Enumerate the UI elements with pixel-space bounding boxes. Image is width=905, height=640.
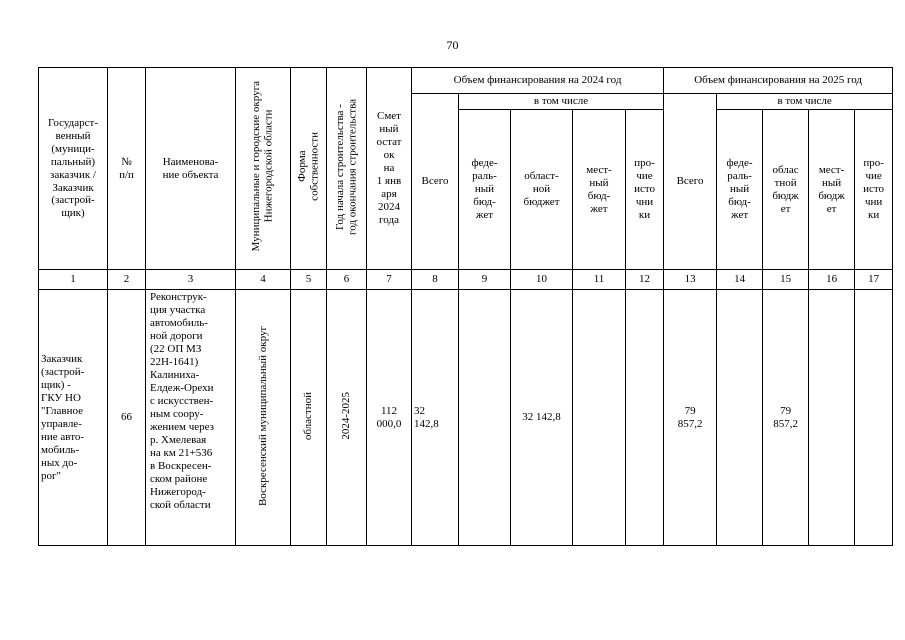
column-number: 14: [717, 270, 763, 290]
header-municipality: Муниципальные и городские округа Нижегородской области: [250, 81, 275, 252]
header-local-2024: мест- ный бюд- жет: [573, 110, 626, 270]
header-financing-2024: Объем финансирования на 2024 год: [412, 68, 664, 94]
header-years-cell: [327, 68, 367, 270]
header-regional-2025: облас тной бюдж ет: [763, 110, 809, 270]
header-estimate: Смет ный остат ок на 1 янв аря 2024 года: [367, 68, 412, 270]
header-other-2025: про- чие исто чни ки: [855, 110, 893, 270]
row-total-2025: 79 857,2: [664, 290, 717, 546]
row-customer: Заказчик (застрой- щик) - ГКУ НО "Главное управле- ние авто- мобиль- ных до- рог": [39, 290, 108, 546]
row-object-name: Реконструк- ция участка автомобиль- ной дороги (22 ОП МЗ 22Н-1641) Калиниха- Елдеж-Орехи с искусствен- ным соору- жением через р. Хмелевая на км 21+536 в Воскресен- ском районе Нижегород- ской области: [146, 290, 236, 546]
column-number: 13: [664, 270, 717, 290]
row-regional-2025: 79 857,2: [763, 290, 809, 546]
row-number: 66: [108, 290, 146, 546]
column-number: 15: [763, 270, 809, 290]
row-local-2025: [809, 290, 855, 546]
column-number: 12: [626, 270, 664, 290]
column-number: 6: [327, 270, 367, 290]
header-other-2024: про- чие исто чни ки: [626, 110, 664, 270]
header-total-2025: Всего: [664, 94, 717, 270]
page-number: 70: [446, 38, 459, 52]
row-local-2024: [573, 290, 626, 546]
column-number: 17: [855, 270, 893, 290]
row-estimate: 112 000,0: [367, 290, 412, 546]
column-number: 3: [146, 270, 236, 290]
row-municipality: Воскресенский муниципальный округ: [256, 325, 269, 506]
column-number: 9: [459, 270, 511, 290]
column-number: 10: [511, 270, 573, 290]
table-row: [39, 290, 893, 546]
row-ownership: областной: [302, 391, 315, 440]
row-regional-2024: 32 142,8: [511, 290, 573, 546]
row-municipality-cell: [236, 290, 291, 546]
row-ownership-cell: [291, 290, 327, 546]
column-number: 16: [809, 270, 855, 290]
header-financing-2025: Объем финансирования на 2025 год: [664, 68, 893, 94]
row-other-2025: [855, 290, 893, 546]
column-number: 8: [412, 270, 459, 290]
financing-table: [38, 67, 893, 546]
header-object-name: Наименова- ние объекта: [146, 68, 236, 270]
column-number: 2: [108, 270, 146, 290]
row-years-cell: [327, 290, 367, 546]
header-regional-2024: област- ной бюджет: [511, 110, 573, 270]
column-number: 7: [367, 270, 412, 290]
header-ownership: Форма собственности: [295, 132, 321, 201]
header-federal-2024: феде- раль- ный бюд- жет: [459, 110, 511, 270]
row-federal-2024: [459, 290, 511, 546]
header-customer: Государст- венный (муници- пальный) заказчик / Заказчик (застрой- щик): [39, 68, 108, 270]
column-number: 1: [39, 270, 108, 290]
row-total-2024: 32 142,8: [412, 290, 459, 546]
row-federal-2025: [717, 290, 763, 546]
header-years: Год начала строительства - год окончания строительства: [333, 98, 359, 235]
row-other-2024: [626, 290, 664, 546]
column-number: 4: [236, 270, 291, 290]
header-including-2024: в том числе: [459, 94, 664, 110]
header-municipality-cell: [236, 68, 291, 270]
column-number: 5: [291, 270, 327, 290]
header-local-2025: мест- ный бюдж ет: [809, 110, 855, 270]
header-including-2025: в том числе: [717, 94, 893, 110]
header-ownership-cell: [291, 68, 327, 270]
column-number: 11: [573, 270, 626, 290]
row-years: 2024-2025: [340, 391, 353, 440]
header-federal-2025: феде- раль- ный бюд- жет: [717, 110, 763, 270]
header-total-2024: Всего: [412, 94, 459, 270]
header-number: № п/п: [108, 68, 146, 270]
